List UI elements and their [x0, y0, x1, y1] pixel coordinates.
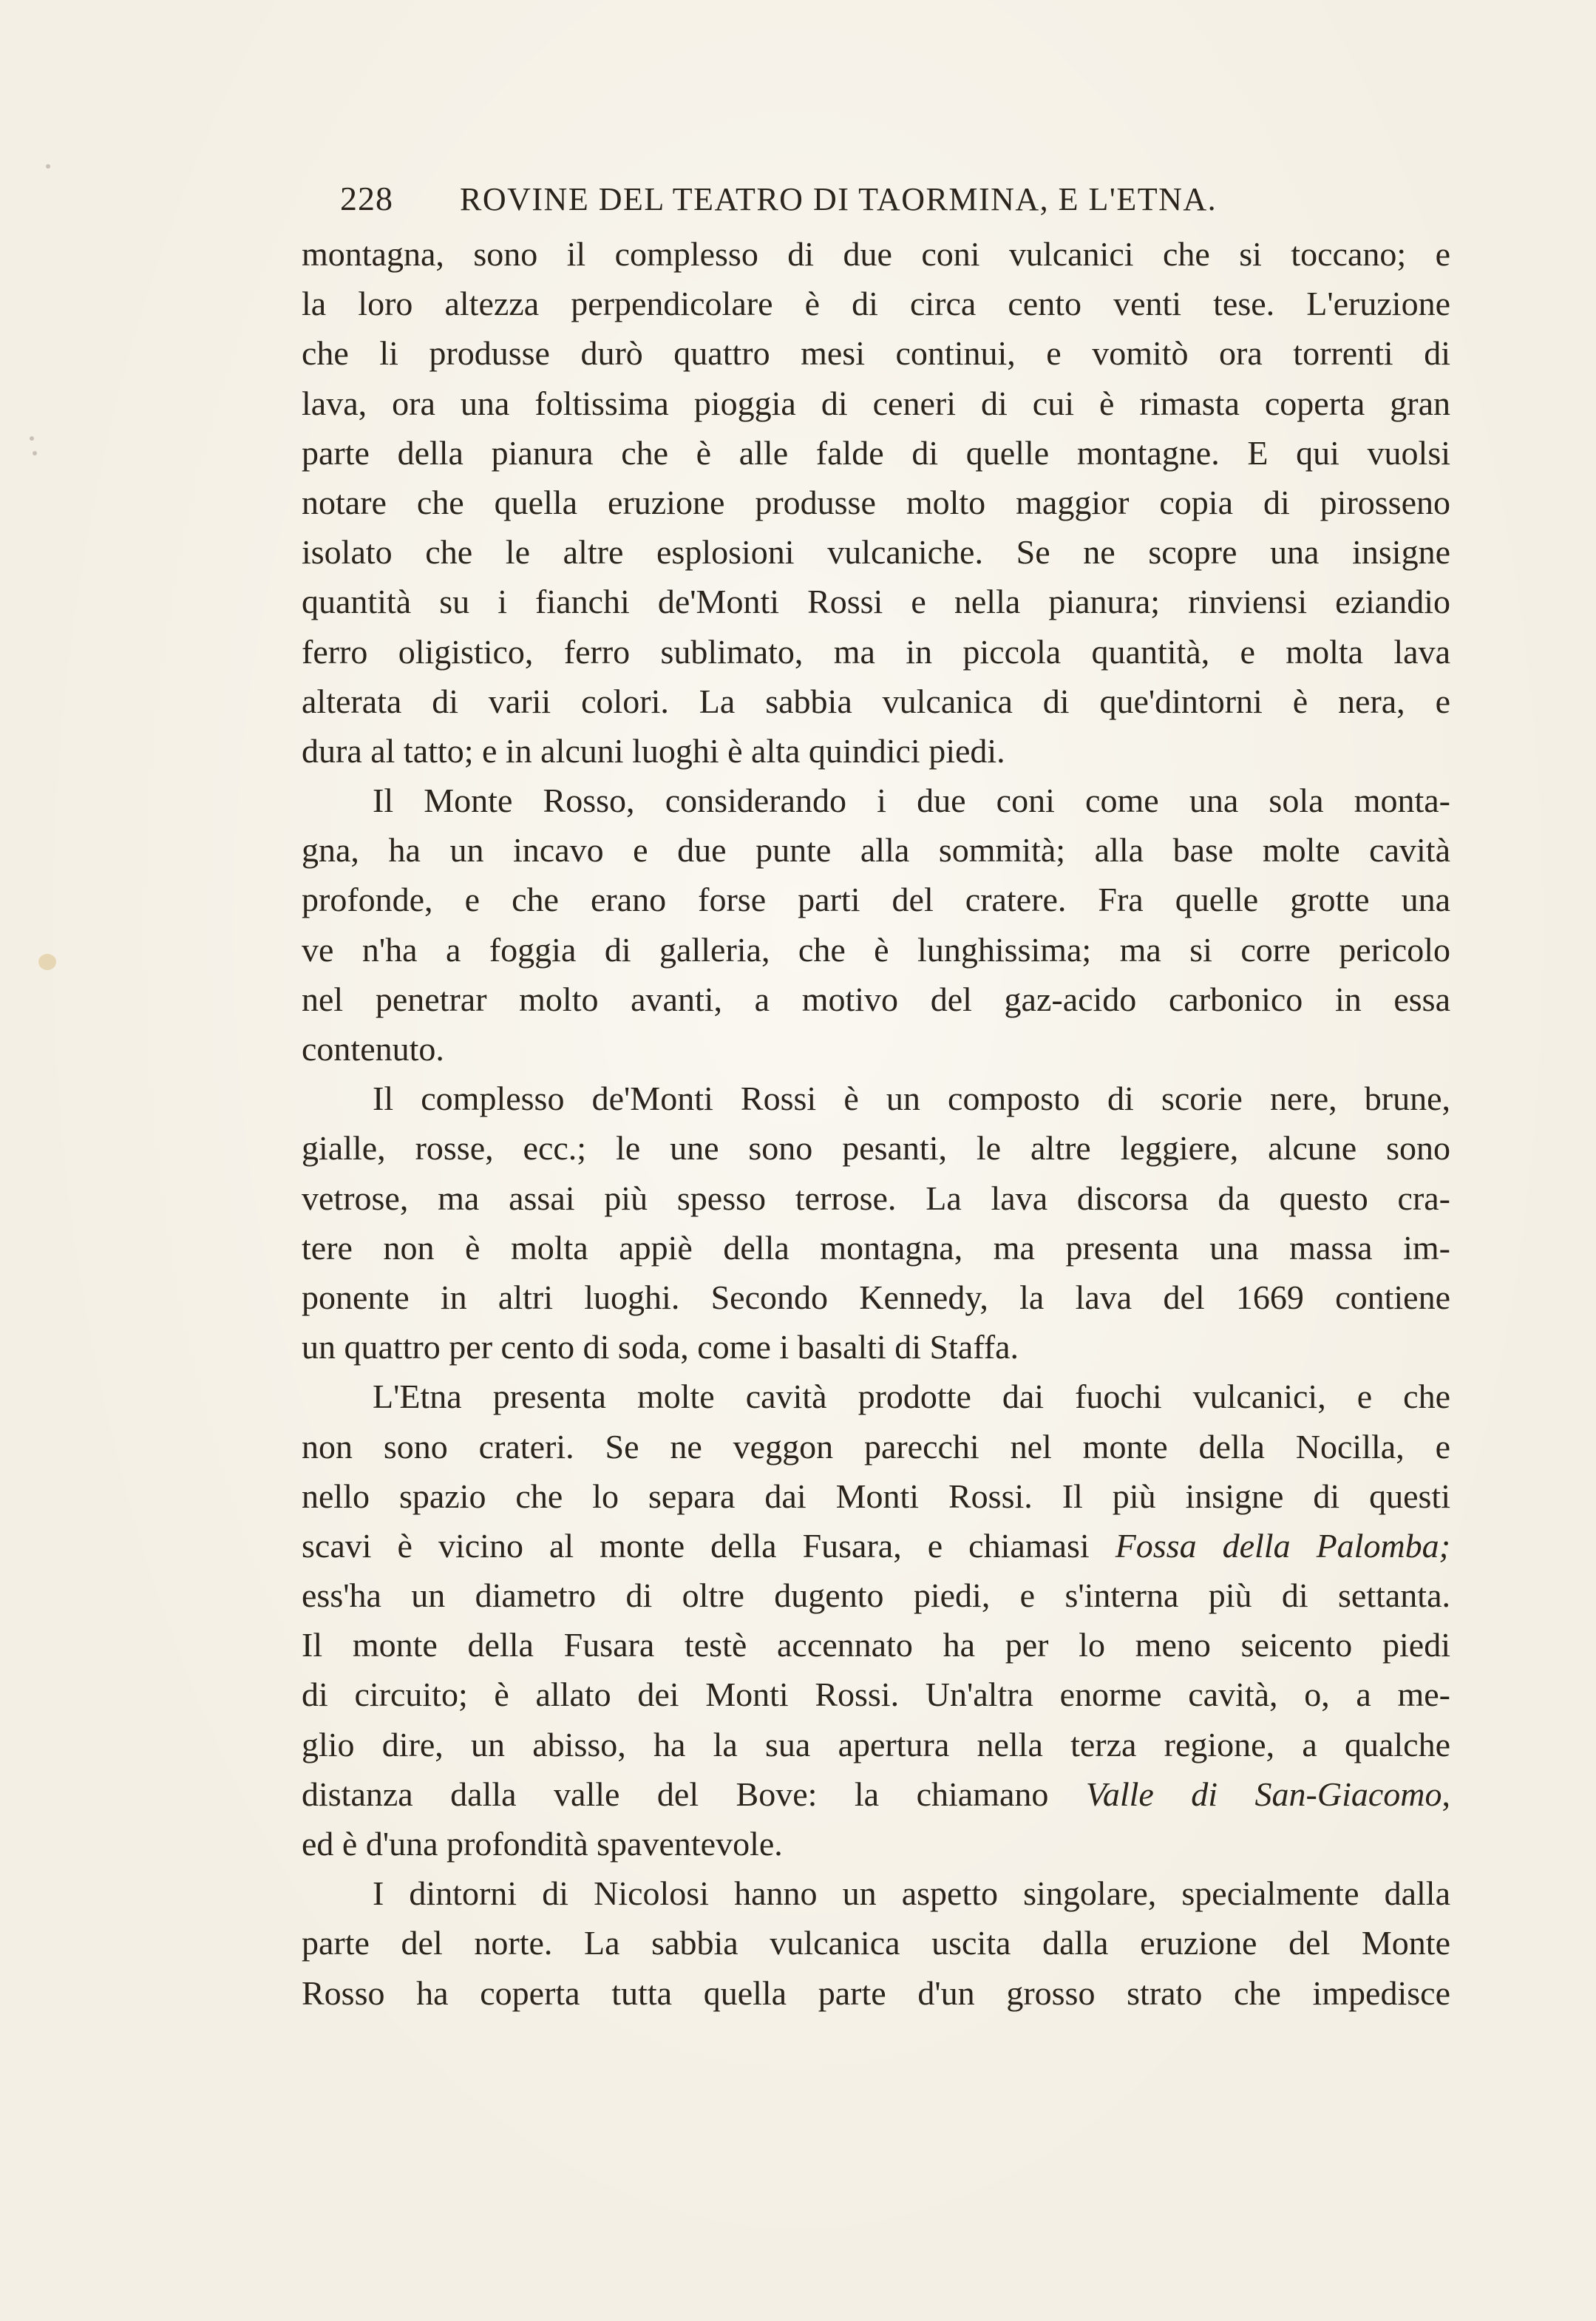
text-line: dura al tatto; e in alcuni luoghi è alta quindici piedi. [302, 731, 1005, 770]
paragraph-start: Il Monte Rosso, considerando i due coni come una sola monta- [373, 782, 1450, 820]
text-line: Il monte della Fusara testè accennato ha per lo meno seicento piedi [302, 1626, 1450, 1664]
text-line: ferro oligistico, ferro sublimato, ma in piccola quantità, e molta lava [302, 632, 1450, 671]
text-line: isolato che le altre esplosioni vulcaniche. Se ne scopre una insigne [302, 533, 1450, 572]
text-line: quantità su i fianchi de'Monti Rossi e nella pianura; rinviensi eziandio [302, 583, 1450, 621]
text-line: che li produsse durò quattro mesi continui, e vomitò ora torrenti di [302, 334, 1450, 373]
text-line-with-italic [302, 1769, 1450, 1819]
paragraph-start: L'Etna presenta molte cavità prodotte dai fuochi vulcanici, e che [373, 1378, 1450, 1416]
page-body [302, 229, 1450, 2018]
paper-stain [38, 954, 56, 970]
text-line: Rosso ha coperta tutta quella parte d'un grosso strato che impedisce [302, 1973, 1450, 2012]
text-line: alterata di varii colori. La sabbia vulcanica di que'dintorni è nera, e [302, 682, 1450, 720]
margin-mark [33, 451, 37, 455]
text-line: ed è d'una profondità spaventevole. [302, 1825, 783, 1863]
text-line: ve n'ha a foggia di galleria, che è lunghissima; ma si corre pericolo [302, 930, 1450, 969]
text-line: la loro altezza perpendicolare è di circa cento venti tese. L'eruzione [302, 285, 1450, 323]
text-line: parte del norte. La sabbia vulcanica uscita dalla eruzione del Monte [302, 1924, 1450, 1962]
text-line: non sono crateri. Se ne veggon parecchi nel monte della Nocilla, e [302, 1427, 1450, 1466]
text-line: gna, ha un incavo e due punte alla sommità; alla base molte cavità [302, 831, 1450, 870]
page-number: 228 [340, 180, 393, 217]
text-line: gialle, rosse, ecc.; le une sono pesanti, le altre leggiere, alcune sono [302, 1129, 1450, 1168]
text-line: contenuto. [302, 1030, 444, 1068]
text-line: notare che quella eruzione produsse molto maggior copia di pirosseno [302, 483, 1450, 521]
text-line-with-italic [302, 1521, 1450, 1571]
text-line: tere non è molta appiè della montagna, ma presenta una massa im- [302, 1228, 1450, 1267]
running-title: ROVINE DEL TEATRO DI TAORMINA, E L'ETNA. [460, 181, 1218, 217]
paragraph-start: Il complesso de'Monti Rossi è un composto di scorie nere, brune, [373, 1080, 1450, 1118]
text-line: ponente in altri luoghi. Secondo Kennedy, la lava del 1669 contiene [302, 1278, 1450, 1316]
text-run: , [1442, 1775, 1450, 1813]
text-line: di circuito; è allato dei Monti Rossi. Un'altra enorme cavità, o, a me- [302, 1675, 1450, 1714]
text-line: nello spazio che lo separa dai Monti Rossi. Il più insigne di questi [302, 1477, 1450, 1515]
paragraph-start: I dintorni di Nicolosi hanno un aspetto singolare, specialmente dalla [373, 1874, 1450, 1913]
text-line: montagna, sono il complesso di due coni vulcanici che si toccano; e [302, 235, 1450, 273]
text-run: distanza dalla valle del Bove: la chiamano [302, 1775, 1086, 1813]
margin-mark [30, 436, 34, 441]
italic-place-name: Valle di San-Giacomo [1085, 1775, 1442, 1813]
text-line: nel penetrar molto avanti, a motivo del gaz-acido carbonico in essa [302, 980, 1450, 1018]
italic-place-name: Fossa della Palomba; [1115, 1526, 1450, 1565]
text-line: lava, ora una foltissima pioggia di ceneri di cui è rimasta coperta gran [302, 384, 1450, 422]
margin-mark [46, 164, 50, 169]
text-run: scavi è vicino al monte della Fusara, e chiamasi [302, 1526, 1115, 1565]
text-line: parte della pianura che è alle falde di quelle montagne. E qui vuolsi [302, 433, 1450, 472]
text-line: vetrose, ma assai più spesso terrose. La lava discorsa da questo cra- [302, 1179, 1450, 1217]
text-line: ess'ha un diametro di oltre dugento piedi, e s'interna più di settanta. [302, 1576, 1450, 1615]
page-header [340, 179, 1271, 223]
text-line: profonde, e che erano forse parti del cratere. Fra quelle grotte una [302, 881, 1450, 919]
text-line: un quattro per cento di soda, come i basalti di Staffa. [302, 1328, 1019, 1366]
text-line: glio dire, un abisso, ha la sua apertura nella terza regione, a qualche [302, 1725, 1450, 1763]
